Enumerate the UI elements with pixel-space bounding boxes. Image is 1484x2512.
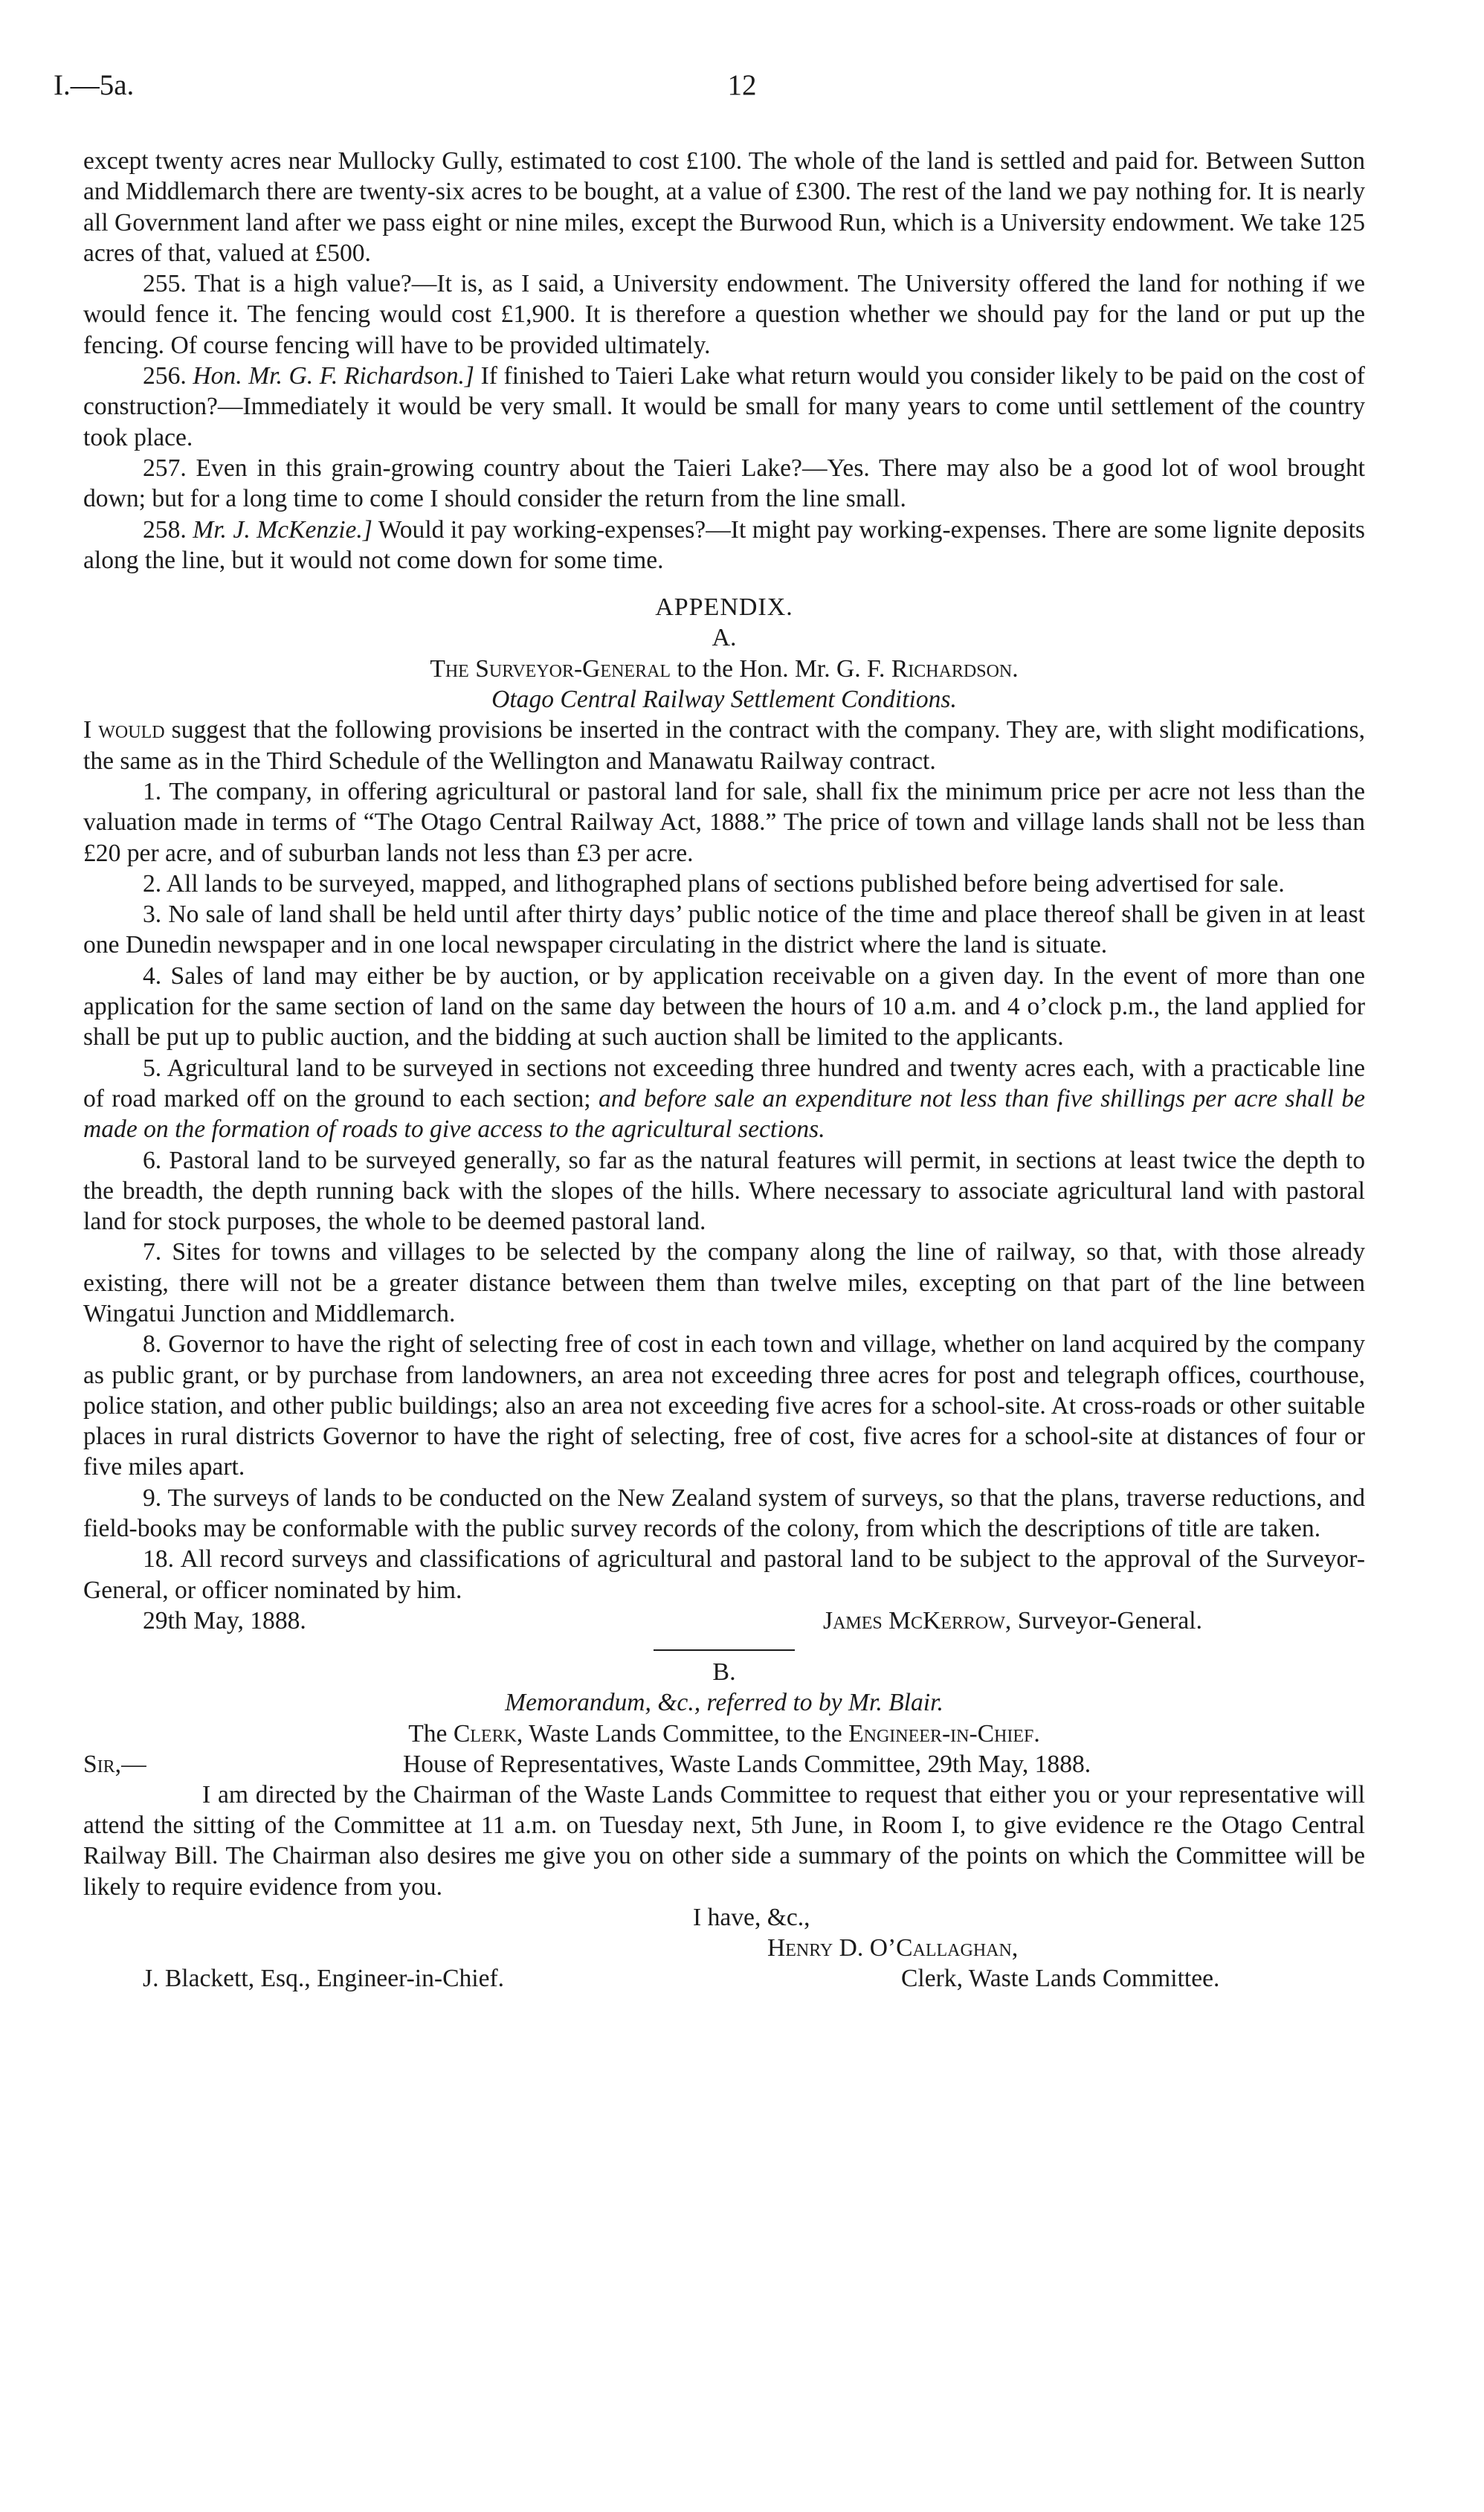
question-text: Would it pay working-expenses?—It might pay working-expenses. There are some lignite deposits along the line, but it would not come down for some time. [83,515,1365,574]
recipient-title: Engineer-in-Chief. [848,1719,1040,1748]
signature [823,1606,1202,1636]
question-number: 256. [143,362,187,390]
condition-7: 7. Sites for towns and villages to be selected by the company along the line of railway, so that, with those already existing, there will not be a greater distance between them than twelve miles, excepting on that part of the line between Wingatui Junction and Middlemarch. [83,1238,1365,1327]
intro-lead: I would [83,716,165,744]
section-divider [654,1649,795,1651]
page-header [54,68,1430,113]
question-257: 257. Even in this grain-growing country about the Taieri Lake?—Yes. There may also be a good lot of wool brought down; but for a long time to come I should consider the return from the line small. [83,454,1365,513]
salutation-row [83,1749,1365,1780]
document-body [83,146,1365,1994]
speaker-name: Hon. Mr. G. F. Richardson.] [193,362,474,390]
page-number: 12 [727,69,757,101]
condition-italic-text: and before sale an expenditure not less than five shillings per acre shall be made on the formation of roads to give access to the agricultural sections. [83,1084,1365,1144]
condition-1: 1. The company, in offering agricultural or pastoral land for sale, shall fix the minimum price per acre not less than the valuation made in terms of “The Otago Central Railway Act, 1888.” The price of town and village lands shall not be less than £20 per acre, and of suburban lands not less than £3 per acre. [83,777,1365,867]
section-b-letter: B. [712,1658,736,1686]
committee-name: Waste Lands Committee, to the [529,1719,842,1748]
question-258 [83,515,1365,576]
sender-title: Clerk, [453,1719,523,1748]
section-a-address-line [83,654,1365,684]
condition-3: 3. No sale of land shall be held until after thirty days’ public notice of the time and place thereof shall be given in at least one Dunedin newspaper and in one local newspaper circulating in the district where the land is situate. [83,901,1365,959]
signature-name: James McKerrow, [823,1606,1012,1635]
salutation: Sir,— [83,1750,146,1778]
subtitle-text: Otago Central Railway Settlement Conditions. [491,686,957,714]
condition-2: 2. All lands to be surveyed, mapped, and lithographed plans of sections published before being advertised for sale. [143,869,1285,898]
signature-title: Clerk, Waste Lands Committee. [901,1965,1220,1993]
letter-body: I am directed by the Chairman of the Waste Lands Committee to request that either you or your representative will attend the sitting of the Committee at 11 a.m. on Tuesday next, 5th June, in Room I, to give evidence re the Otago Central Railway Bill. The Chairman also desires me give you on other side a summary of the points on which the Committee will be likely to require evidence from you. [83,1780,1365,1901]
letter-closing: I have, &c., [693,1904,810,1932]
letter-date: 29th May, 1888. [143,1606,306,1635]
signature-title: Surveyor-General. [1017,1606,1202,1635]
question-text: If finished to Taieri Lake what return would you consider likely to be paid on the cost of construction?—Immediately it would be very small. It would be small for many years to come until settlement of the country took place. [83,362,1365,451]
closing-row [83,1902,1365,1933]
recipient-row [83,1963,1365,1994]
section-a-subtitle [83,684,1365,715]
sender-title: The Surveyor-General [430,654,671,683]
letter-recipient: J. Blackett, Esq., Engineer-in-Chief. [143,1965,505,1993]
condition-4: 4. Sales of land may either be by auction, or by application receivable on a given day. In the event of more than one application for the same section of land on the same day between the hours of 10 a.m. and 4 o’clock p.m., the land applied for shall be put up to public auction, and the bidding at such auction shall be limited to the applicants. [83,962,1365,1052]
question-256 [83,361,1365,453]
section-b-subtitle [83,1687,1365,1718]
condition-6: 6. Pastoral land to be surveyed generally, so far as the natural features will permit, in sections at least twice the depth to the breadth, the depth running back with the slopes of the hills. Where necessary to associate agricultural land with pastoral land for stock purposes, the whole to be deemed pastoral land. [83,1146,1365,1236]
appendix-heading: APPENDIX. [655,593,793,622]
condition-8: 8. Governor to have the right of selecting free of cost in each town and village, whether on land acquired by the company as public grant, or by purchase from landowners, an area not exceeding three acres for post and telegraph offices, courthouse, police station, and other public buildings; also an area not exceeding five acres for a school-site. At cross-roads or other suitable places in rural districts Governor to have the right of selecting, free of cost, five acres for a school-site at distances of four or five miles apart. [83,1330,1365,1481]
recipient-name: Richardson. [891,654,1019,683]
signature-name-row [83,1933,1365,1963]
signature-name: Henry D. O’Callaghan, [767,1934,1019,1962]
condition-text: 5. Agricultural land to be surveyed in sections not exceeding three hundred and twenty acres each, with a practicable line of road marked off on the ground to each section; [83,1054,1365,1112]
subtitle-text: Memorandum, &c., referred to by Mr. Blair. [505,1689,943,1717]
address-connector: to the Hon. Mr. G. F. [677,654,885,683]
section-a-intro [83,715,1365,776]
section-b-address-line [83,1719,1365,1749]
intro-text: suggest that the following provisions be inserted in the contract with the company. They are, with slight modifications, the same as in the Third Schedule of the Wellington and Manawatu Railway contract. [83,716,1365,775]
evidence-continuation: except twenty acres near Mullocky Gully, estimated to cost £100. The whole of the land is settled and paid for. Between Sutton and Middlemarch there are twenty-six acres to be bought, at a value of £300. The rest of the land we pay nothing for. It is nearly all Government land after we pass eight or nine miles, except the Burwood Run, which is a University endowment. We take 125 acres of that, valued at £500. [83,147,1365,267]
section-a-letter: A. [712,624,737,652]
letter-address: House of Representatives, Waste Lands Committee, 29th May, 1888. [403,1750,1091,1778]
address-word: The [408,1719,448,1748]
condition-5 [83,1053,1365,1145]
question-255: 255. That is a high value?—It is, as I said, a University endowment. The University offered the land for nothing if we would fence it. The fencing would cost £1,900. It is therefore a question whether we should pay for the land or put up the fencing. Of course fencing will have to be provided ultimately. [83,270,1365,359]
condition-18: 18. All record surveys and classifications of agricultural and pastoral land to be subject to the approval of the Surveyor-General, or officer nominated by him. [83,1545,1365,1604]
speaker-name: Mr. J. McKenzie.] [193,515,372,544]
section-a-signature-row [83,1606,1365,1636]
condition-9: 9. The surveys of lands to be conducted on the New Zealand system of surveys, so that the plans, traverse reductions, and field-books may be conformable with the public survey records of the colony, from which the descriptions of title are taken. [83,1484,1365,1543]
question-number: 258. [143,515,187,544]
document-reference: I.—5a. [54,69,135,101]
